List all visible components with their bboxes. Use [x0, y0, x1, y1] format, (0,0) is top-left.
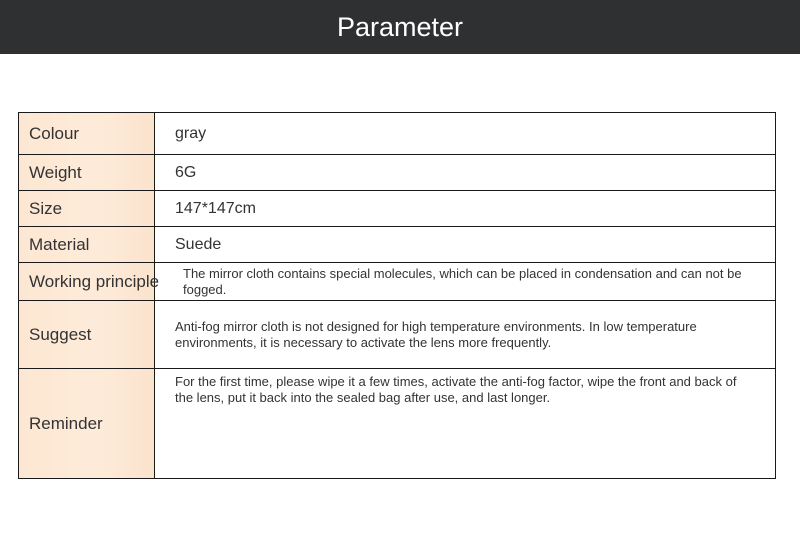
row-label-reminder: Reminder	[19, 369, 155, 479]
table-row	[19, 191, 776, 227]
row-label-suggest: Suggest	[19, 301, 155, 369]
row-value-working-principle: The mirror cloth contains special molecules, which can be placed in condensation and can not be fogged.	[155, 263, 776, 301]
parameter-table	[18, 112, 776, 479]
row-label-material: Material	[19, 227, 155, 263]
reminder-text: For the first time, please wipe it a few times, activate the anti-fog factor, wipe the front and back of the lens, put it back into the sealed bag after use, and last longer.	[175, 373, 737, 405]
page-title: Parameter	[336, 12, 464, 42]
row-value-weight: 6G	[155, 155, 776, 191]
table-row	[19, 369, 776, 479]
row-value-size: 147*147cm	[155, 191, 776, 227]
page-header	[0, 0, 800, 54]
table-row	[19, 301, 776, 369]
working-principle-label-text: Working principle	[29, 271, 160, 291]
row-label-colour: Colour	[19, 113, 155, 155]
row-value-material: Suede	[155, 227, 776, 263]
row-value-reminder	[155, 369, 776, 479]
row-label-weight: Weight	[19, 155, 155, 191]
table-row	[19, 113, 776, 155]
table-row	[19, 263, 776, 301]
table-row	[19, 227, 776, 263]
row-value-colour: gray	[155, 113, 776, 155]
row-value-suggest: Anti-fog mirror cloth is not designed for high temperature environments. In low temperature environments, it is necessary to activate the lens more frequently.	[155, 301, 776, 369]
row-label-size: Size	[19, 191, 155, 227]
row-label-working-principle	[19, 263, 160, 301]
table-row	[19, 155, 776, 191]
